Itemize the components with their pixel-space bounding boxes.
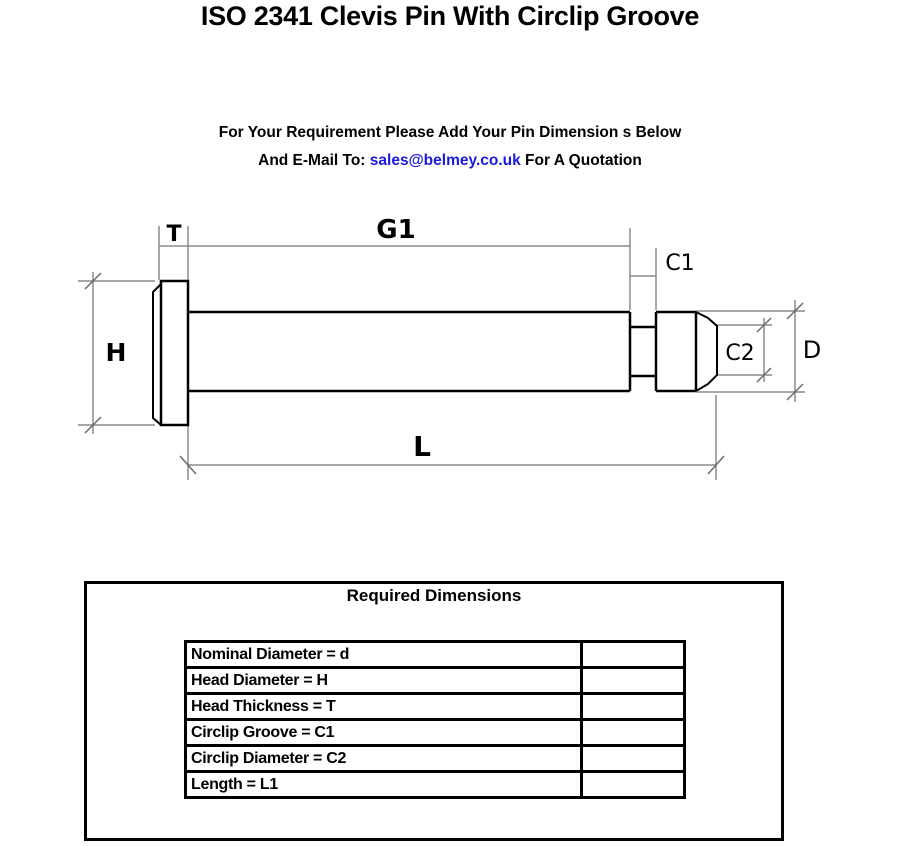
instruction-prefix: And E-Mail To: [258,152,370,169]
instruction-line-2 [0,151,900,171]
table-row [186,668,685,694]
label-C2: C2 [725,341,755,366]
label-T: T [166,222,182,247]
dimension-value-input[interactable] [582,668,685,694]
dimension-label: Length = L1 [186,772,582,798]
dimension-value-input[interactable] [582,720,685,746]
clevis-pin-drawing [0,200,900,500]
label-D: D [802,336,822,364]
dimension-value-input[interactable] [582,772,685,798]
label-L: L [413,430,431,463]
label-C1: C1 [665,251,695,276]
page-title: ISO 2341 Clevis Pin With Circlip Groove [200,1,700,31]
table-row [186,694,685,720]
dimension-label: Circlip Diameter = C2 [186,746,582,772]
email-link[interactable]: sales@belmey.co.uk [369,152,521,169]
pin-outline [153,281,717,425]
table-row [186,746,685,772]
required-dimensions-title: Required Dimensions [346,586,522,605]
dimension-label: Head Thickness = T [186,694,582,720]
dimension-label: Circlip Groove = C1 [186,720,582,746]
table-row [186,772,685,798]
dimension-value-input[interactable] [582,746,685,772]
dimension-label: Nominal Diameter = d [186,642,582,668]
dimensions-table [184,640,686,799]
label-G1: G1 [376,215,416,245]
table-row [186,642,685,668]
dimension-label: Head Diameter = H [186,668,582,694]
table-row [186,720,685,746]
label-H: H [105,338,127,367]
instruction-line-1: For Your Requirement Please Add Your Pin Dimension s Below [218,124,682,141]
dimension-value-input[interactable] [582,642,685,668]
instruction-suffix: For A Quotation [520,152,642,169]
dimension-value-input[interactable] [582,694,685,720]
